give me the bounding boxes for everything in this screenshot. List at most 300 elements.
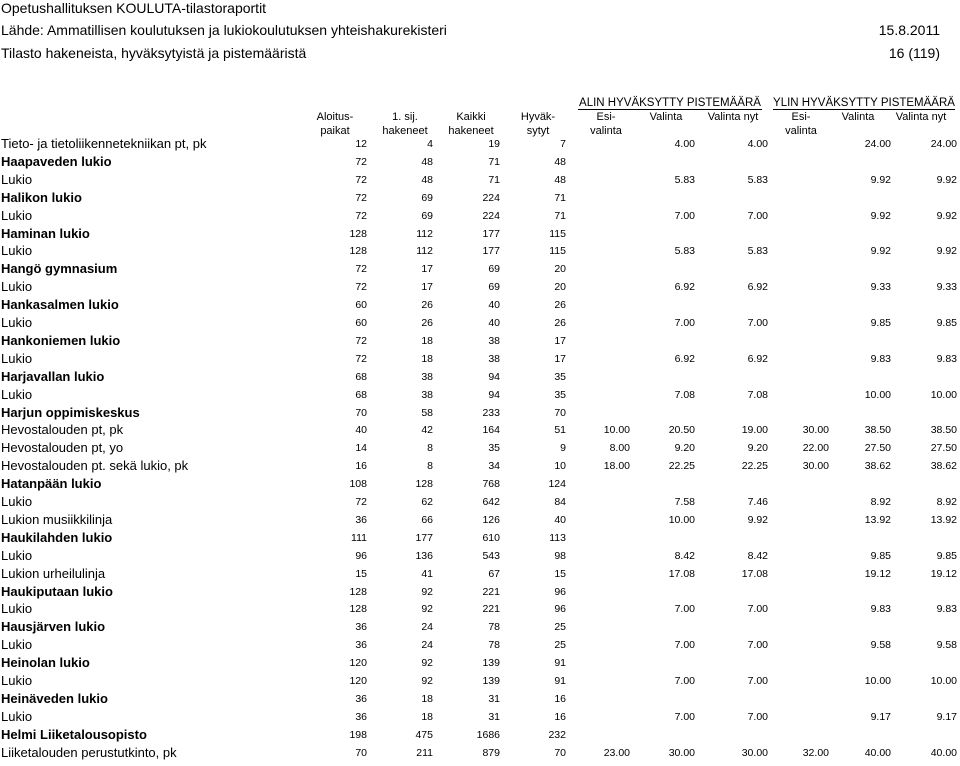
row-label: Lukio <box>1 386 33 402</box>
cell-aloituspaikat: 128 <box>349 245 367 258</box>
cell-kaikki-hakeneet: 126 <box>482 513 500 526</box>
table-row <box>0 744 960 762</box>
cell-sij1-hakeneet: 66 <box>421 513 433 526</box>
cell-aloituspaikat: 120 <box>349 675 367 687</box>
cell-hyvaksytyt: 115 <box>549 227 566 240</box>
col-ylin-esivalinta-line2: valinta <box>785 125 817 137</box>
table-row <box>0 618 960 636</box>
cell-aloituspaikat: 72 <box>355 191 367 204</box>
cell-aloituspaikat: 128 <box>349 585 367 598</box>
row-label: Harjavallan lukio <box>1 368 105 384</box>
row-label: Lukio <box>1 315 33 330</box>
page-number: 16 (119) <box>888 45 940 61</box>
cell-kaikki-hakeneet: 40 <box>488 317 500 329</box>
cell-kaikki-hakeneet: 19 <box>488 138 500 150</box>
cell-ylin-valinta-nyt: 9.33 <box>936 281 957 294</box>
cell-ylin-esivalinta: 30.00 <box>802 424 829 437</box>
cell-sij1-hakeneet: 8 <box>427 460 433 473</box>
cell-hyvaksytyt: 48 <box>554 173 566 186</box>
cell-hyvaksytyt: 10 <box>554 460 566 473</box>
cell-sij1-hakeneet: 26 <box>421 317 433 329</box>
cell-kaikki-hakeneet: 35 <box>488 442 500 455</box>
cell-kaikki-hakeneet: 879 <box>482 746 500 759</box>
cell-alin-valinta: 6.92 <box>674 281 695 294</box>
cell-ylin-valinta-nyt: 9.92 <box>936 173 957 186</box>
cell-ylin-valinta: 10.00 <box>864 675 891 687</box>
table-row <box>0 189 960 207</box>
table-row <box>0 225 960 243</box>
cell-sij1-hakeneet: 475 <box>415 728 433 741</box>
cell-kaikki-hakeneet: 38 <box>488 352 500 365</box>
table-row <box>0 296 960 314</box>
cell-sij1-hakeneet: 92 <box>421 657 433 670</box>
table-row <box>0 529 960 547</box>
row-label: Lukio <box>1 708 33 724</box>
cell-ylin-valinta-nyt: 9.58 <box>936 639 957 652</box>
cell-alin-valinta-nyt: 7.46 <box>747 496 768 508</box>
cell-aloituspaikat: 68 <box>355 370 367 383</box>
cell-kaikki-hakeneet: 610 <box>482 531 500 544</box>
cell-aloituspaikat: 72 <box>355 263 367 276</box>
cell-aloituspaikat: 120 <box>349 657 367 670</box>
cell-hyvaksytyt: 91 <box>554 657 566 670</box>
alin-group-header: ALIN HYVÄKSYTTY PISTEMÄÄRÄ <box>579 97 761 109</box>
cell-alin-esivalinta: 8.00 <box>609 442 630 455</box>
row-label: Lukio <box>1 350 33 366</box>
cell-hyvaksytyt: 51 <box>554 424 566 437</box>
cell-ylin-valinta-nyt: 9.92 <box>936 209 957 222</box>
cell-hyvaksytyt: 35 <box>554 388 566 401</box>
row-label: Hangö gymnasium <box>1 261 118 277</box>
cell-alin-valinta-nyt: 6.92 <box>747 352 768 365</box>
cell-hyvaksytyt: 71 <box>554 209 566 222</box>
cell-ylin-valinta-nyt: 10.00 <box>930 675 957 687</box>
cell-sij1-hakeneet: 8 <box>427 442 433 455</box>
table-row <box>0 278 960 296</box>
cell-alin-valinta-nyt: 30.00 <box>741 746 768 759</box>
cell-ylin-valinta-nyt: 27.50 <box>930 442 957 455</box>
row-label: Lukio <box>1 494 33 509</box>
cell-sij1-hakeneet: 136 <box>415 549 433 562</box>
col-hyvaksytyt-line2: sytyt <box>526 125 550 137</box>
row-label: Lukio <box>1 171 33 187</box>
cell-alin-valinta-nyt: 9.20 <box>747 442 768 455</box>
cell-ylin-esivalinta: 30.00 <box>802 460 829 473</box>
cell-sij1-hakeneet: 62 <box>421 496 433 508</box>
col-1sij-line1: 1. sij. <box>392 111 418 123</box>
cell-ylin-valinta-nyt: 10.00 <box>930 388 957 401</box>
col-kaikki-hakeneet <box>436 110 506 138</box>
row-label: Hankoniemen lukio <box>1 332 121 348</box>
cell-sij1-hakeneet: 17 <box>421 263 433 276</box>
table-row <box>0 475 960 493</box>
cell-alin-valinta-nyt: 4.00 <box>747 138 768 150</box>
row-label: Lukio <box>1 637 33 653</box>
cell-kaikki-hakeneet: 139 <box>482 657 500 670</box>
cell-hyvaksytyt: 7 <box>560 138 566 150</box>
cell-hyvaksytyt: 25 <box>554 621 566 634</box>
cell-hyvaksytyt: 113 <box>549 531 566 544</box>
cell-aloituspaikat: 60 <box>355 317 367 329</box>
cell-ylin-valinta-nyt: 24.00 <box>930 138 957 150</box>
cell-sij1-hakeneet: 112 <box>416 227 433 240</box>
cell-aloituspaikat: 72 <box>355 352 367 365</box>
row-label: Hausjärven lukio <box>1 619 106 635</box>
data-source-line: Lähde: Ammatillisen koulutuksen ja lukiokoulutuksen yhteishakurekisteri <box>1 22 447 38</box>
row-label: Helmi Liiketalousopisto <box>1 726 147 742</box>
cell-hyvaksytyt: 20 <box>554 281 566 294</box>
cell-kaikki-hakeneet: 67 <box>488 567 500 580</box>
table-row <box>0 690 960 708</box>
cell-ylin-valinta-nyt: 19.12 <box>930 567 957 580</box>
cell-hyvaksytyt: 48 <box>554 155 566 168</box>
cell-aloituspaikat: 72 <box>355 173 367 186</box>
cell-ylin-valinta: 19.12 <box>864 567 891 580</box>
cell-sij1-hakeneet: 112 <box>416 245 433 258</box>
cell-kaikki-hakeneet: 224 <box>482 191 500 204</box>
report-date: 15.8.2011 <box>878 22 940 38</box>
table-row <box>0 636 960 654</box>
cell-kaikki-hakeneet: 71 <box>488 173 500 186</box>
cell-sij1-hakeneet: 92 <box>421 603 433 616</box>
cell-hyvaksytyt: 71 <box>554 191 566 204</box>
cell-ylin-valinta: 9.85 <box>870 549 891 562</box>
cell-ylin-valinta: 27.50 <box>864 442 891 455</box>
cell-ylin-valinta: 38.62 <box>864 460 891 473</box>
cell-ylin-valinta: 9.83 <box>870 603 891 616</box>
cell-aloituspaikat: 70 <box>355 746 367 759</box>
cell-alin-valinta: 17.08 <box>668 567 695 580</box>
cell-sij1-hakeneet: 128 <box>415 478 433 491</box>
cell-sij1-hakeneet: 177 <box>415 531 433 544</box>
row-label: Halikon lukio <box>1 189 82 205</box>
cell-alin-valinta: 7.00 <box>674 675 695 687</box>
cell-hyvaksytyt: 84 <box>554 496 566 508</box>
report-title: Tilasto hakeneista, hyväksytyistä ja pistemääristä <box>1 45 307 61</box>
cell-alin-valinta-nyt: 7.00 <box>747 639 768 652</box>
table-row <box>0 726 960 744</box>
cell-sij1-hakeneet: 48 <box>421 155 433 168</box>
table-row <box>0 350 960 368</box>
cell-alin-valinta-nyt: 22.25 <box>741 460 768 473</box>
row-label: Hankasalmen lukio <box>1 297 119 313</box>
cell-hyvaksytyt: 26 <box>554 317 566 329</box>
cell-sij1-hakeneet: 41 <box>421 567 433 580</box>
cell-kaikki-hakeneet: 224 <box>482 209 500 222</box>
table-row <box>0 242 960 260</box>
table-row <box>0 153 960 171</box>
cell-alin-valinta-nyt: 17.08 <box>741 567 768 580</box>
cell-hyvaksytyt: 70 <box>554 746 566 759</box>
cell-alin-valinta-nyt: 9.92 <box>747 513 768 526</box>
cell-alin-valinta: 20.50 <box>668 424 695 437</box>
cell-kaikki-hakeneet: 94 <box>488 388 500 401</box>
cell-aloituspaikat: 70 <box>355 406 367 419</box>
cell-aloituspaikat: 128 <box>349 227 367 240</box>
cell-hyvaksytyt: 115 <box>549 245 566 258</box>
cell-kaikki-hakeneet: 71 <box>488 155 500 168</box>
cell-hyvaksytyt: 70 <box>554 406 566 419</box>
cell-hyvaksytyt: 16 <box>554 692 566 705</box>
cell-kaikki-hakeneet: 177 <box>482 245 500 258</box>
cell-aloituspaikat: 60 <box>355 299 367 312</box>
table-row <box>0 171 960 189</box>
cell-hyvaksytyt: 26 <box>554 299 566 312</box>
col-alin-esivalinta <box>578 110 634 138</box>
cell-kaikki-hakeneet: 177 <box>482 227 500 240</box>
cell-kaikki-hakeneet: 78 <box>488 621 500 634</box>
cell-aloituspaikat: 108 <box>349 478 367 491</box>
cell-ylin-valinta: 13.92 <box>864 513 891 526</box>
col-ylin-valinta-nyt: Valinta nyt <box>895 111 947 123</box>
cell-alin-valinta: 22.25 <box>668 460 695 473</box>
table-row <box>0 332 960 350</box>
cell-ylin-valinta: 38.50 <box>864 424 891 437</box>
cell-aloituspaikat: 36 <box>355 513 367 526</box>
cell-ylin-esivalinta: 22.00 <box>802 442 829 455</box>
col-hyvaksytyt-line1: Hyväk- <box>520 111 556 123</box>
cell-alin-esivalinta: 10.00 <box>603 424 630 437</box>
row-label: Haminan lukio <box>1 225 90 241</box>
cell-aloituspaikat: 72 <box>355 155 367 168</box>
cell-alin-valinta: 7.00 <box>674 317 695 329</box>
cell-kaikki-hakeneet: 221 <box>482 585 500 598</box>
table-row <box>0 547 960 565</box>
cell-kaikki-hakeneet: 139 <box>482 675 500 687</box>
cell-ylin-valinta-nyt: 40.00 <box>930 746 957 759</box>
ylin-group-header: YLIN HYVÄKSYTTY PISTEMÄÄRÄ <box>773 97 955 109</box>
table-row <box>0 368 960 386</box>
cell-aloituspaikat: 72 <box>355 334 367 347</box>
row-label: Hatanpään lukio <box>1 476 102 492</box>
cell-alin-valinta-nyt: 7.00 <box>747 317 768 329</box>
table-row <box>0 654 960 672</box>
cell-hyvaksytyt: 98 <box>554 549 566 562</box>
col-ylin-valinta: Valinta <box>841 111 875 123</box>
table-row <box>0 439 960 457</box>
cell-hyvaksytyt: 16 <box>554 710 566 723</box>
cell-alin-valinta-nyt: 19.00 <box>741 424 768 437</box>
cell-kaikki-hakeneet: 31 <box>488 692 500 705</box>
row-label: Haukiputaan lukio <box>1 583 113 599</box>
cell-sij1-hakeneet: 18 <box>421 692 433 705</box>
cell-ylin-valinta-nyt: 9.17 <box>936 710 957 723</box>
row-label: Lukio <box>1 243 33 259</box>
cell-kaikki-hakeneet: 164 <box>482 424 500 437</box>
cell-alin-valinta: 7.00 <box>674 710 695 723</box>
row-label: Hevostalouden pt, yo <box>1 440 124 456</box>
cell-ylin-valinta-nyt: 9.85 <box>936 549 957 562</box>
cell-ylin-valinta: 9.92 <box>870 245 891 258</box>
col-alin-esivalinta-line1: Esi- <box>596 111 616 123</box>
cell-ylin-valinta: 9.92 <box>870 173 891 186</box>
col-aloituspaikat <box>305 110 365 138</box>
col-1sij-hakeneet <box>370 110 440 138</box>
row-label: Lukio <box>1 547 33 563</box>
cell-alin-valinta: 7.00 <box>674 639 695 652</box>
cell-aloituspaikat: 40 <box>355 424 367 437</box>
table-row <box>0 583 960 601</box>
report-source-title: Opetushallituksen KOULUTA-tilastoraportit <box>1 0 267 16</box>
col-1sij-line2: hakeneet <box>382 125 428 137</box>
cell-sij1-hakeneet: 4 <box>427 138 433 150</box>
cell-sij1-hakeneet: 38 <box>421 388 433 401</box>
cell-hyvaksytyt: 91 <box>554 675 566 687</box>
cell-ylin-valinta-nyt: 9.85 <box>936 317 957 329</box>
cell-kaikki-hakeneet: 31 <box>488 710 500 723</box>
col-aloituspaikat-line2: paikat <box>320 125 350 137</box>
cell-kaikki-hakeneet: 40 <box>488 299 500 312</box>
col-hyvaksytyt <box>508 110 568 138</box>
cell-aloituspaikat: 15 <box>355 567 367 580</box>
cell-kaikki-hakeneet: 78 <box>488 639 500 652</box>
cell-hyvaksytyt: 96 <box>554 585 566 598</box>
cell-kaikki-hakeneet: 94 <box>488 370 500 383</box>
cell-sij1-hakeneet: 24 <box>421 621 433 634</box>
table-row <box>0 314 960 332</box>
row-label: Tieto- ja tietoliikennetekniikan pt, pk <box>1 136 207 151</box>
table-row <box>0 511 960 529</box>
table-row <box>0 708 960 726</box>
cell-alin-valinta-nyt: 7.08 <box>747 388 768 401</box>
cell-sij1-hakeneet: 18 <box>421 334 433 347</box>
cell-alin-valinta-nyt: 6.92 <box>747 281 768 294</box>
table-row <box>0 207 960 225</box>
cell-kaikki-hakeneet: 221 <box>482 603 500 616</box>
cell-kaikki-hakeneet: 69 <box>488 263 500 276</box>
cell-ylin-valinta: 9.58 <box>870 639 891 652</box>
cell-aloituspaikat: 72 <box>355 281 367 294</box>
cell-sij1-hakeneet: 69 <box>421 191 433 204</box>
row-label: Harjun oppimiskeskus <box>1 404 140 420</box>
row-label: Lukio <box>1 207 33 223</box>
cell-kaikki-hakeneet: 38 <box>488 334 500 347</box>
cell-aloituspaikat: 14 <box>355 442 367 455</box>
cell-ylin-valinta: 9.83 <box>870 352 891 365</box>
row-label: Heinäveden lukio <box>1 690 108 706</box>
table-row <box>0 386 960 404</box>
row-label: Hevostalouden pt. sekä lukio, pk <box>1 458 189 474</box>
cell-sij1-hakeneet: 69 <box>421 209 433 222</box>
row-label: Lukion musiikkilinja <box>1 511 113 527</box>
row-label: Lukio <box>1 673 33 688</box>
cell-kaikki-hakeneet: 642 <box>482 496 500 508</box>
cell-hyvaksytyt: 96 <box>554 603 566 616</box>
cell-ylin-valinta-nyt: 38.50 <box>930 424 957 437</box>
table-row <box>0 600 960 618</box>
cell-alin-valinta: 5.83 <box>674 245 695 258</box>
cell-alin-valinta: 7.08 <box>674 388 695 401</box>
col-alin-valinta: Valinta <box>649 111 683 123</box>
table-row <box>0 672 960 690</box>
row-label: Hevostalouden pt, pk <box>1 422 124 438</box>
table-row <box>0 565 960 583</box>
cell-sij1-hakeneet: 17 <box>421 281 433 294</box>
cell-kaikki-hakeneet: 768 <box>482 478 500 491</box>
cell-hyvaksytyt: 25 <box>554 639 566 652</box>
cell-sij1-hakeneet: 24 <box>421 639 433 652</box>
cell-hyvaksytyt: 40 <box>554 513 566 526</box>
cell-ylin-valinta: 8.92 <box>870 496 891 508</box>
row-label: Lukio <box>1 601 33 617</box>
table-row <box>0 421 960 439</box>
cell-aloituspaikat: 72 <box>355 496 367 508</box>
cell-ylin-valinta: 9.17 <box>870 710 891 723</box>
cell-aloituspaikat: 111 <box>351 531 367 544</box>
cell-alin-valinta-nyt: 5.83 <box>747 173 768 186</box>
cell-kaikki-hakeneet: 233 <box>482 406 500 419</box>
col-alin-valinta-nyt: Valinta nyt <box>707 111 759 123</box>
cell-alin-valinta: 4.00 <box>674 138 695 150</box>
cell-aloituspaikat: 96 <box>355 549 367 562</box>
cell-ylin-valinta-nyt: 13.92 <box>930 513 957 526</box>
cell-ylin-valinta-nyt: 9.92 <box>936 245 957 258</box>
cell-sij1-hakeneet: 38 <box>421 370 433 383</box>
row-label: Lukion urheilulinja <box>1 565 106 581</box>
cell-aloituspaikat: 68 <box>355 388 367 401</box>
cell-sij1-hakeneet: 92 <box>421 585 433 598</box>
row-label: Haapaveden lukio <box>1 153 112 169</box>
cell-alin-valinta: 8.42 <box>674 549 695 562</box>
cell-hyvaksytyt: 35 <box>554 370 566 383</box>
cell-hyvaksytyt: 232 <box>548 728 566 741</box>
cell-alin-valinta: 7.00 <box>674 209 695 222</box>
cell-alin-valinta-nyt: 7.00 <box>747 710 768 723</box>
cell-ylin-valinta: 24.00 <box>864 138 891 150</box>
table-row <box>0 493 960 511</box>
cell-sij1-hakeneet: 18 <box>421 352 433 365</box>
cell-aloituspaikat: 36 <box>355 692 367 705</box>
cell-hyvaksytyt: 17 <box>554 334 566 347</box>
cell-alin-valinta: 6.92 <box>674 352 695 365</box>
cell-kaikki-hakeneet: 69 <box>488 281 500 294</box>
cell-ylin-valinta: 40.00 <box>864 746 891 759</box>
row-label: Liiketalouden perustutkinto, pk <box>1 744 177 760</box>
cell-sij1-hakeneet: 58 <box>421 406 433 419</box>
cell-hyvaksytyt: 15 <box>554 567 566 580</box>
table-row <box>0 404 960 422</box>
cell-alin-valinta: 5.83 <box>674 173 695 186</box>
cell-kaikki-hakeneet: 1686 <box>476 728 500 741</box>
cell-alin-valinta-nyt: 8.42 <box>747 549 768 562</box>
cell-alin-valinta-nyt: 7.00 <box>747 209 768 222</box>
cell-ylin-valinta: 9.85 <box>870 317 891 329</box>
cell-sij1-hakeneet: 42 <box>421 424 433 437</box>
cell-sij1-hakeneet: 92 <box>421 675 433 687</box>
cell-aloituspaikat: 128 <box>349 603 367 616</box>
col-ylin-esivalinta-line1: Esi- <box>791 111 811 123</box>
cell-alin-valinta-nyt: 7.00 <box>747 603 768 616</box>
cell-ylin-esivalinta: 32.00 <box>802 746 829 759</box>
cell-sij1-hakeneet: 26 <box>421 299 433 312</box>
cell-aloituspaikat: 72 <box>355 209 367 222</box>
cell-alin-valinta: 7.58 <box>674 496 695 508</box>
cell-aloituspaikat: 36 <box>355 710 367 723</box>
cell-ylin-valinta-nyt: 38.62 <box>930 460 957 473</box>
cell-aloituspaikat: 12 <box>355 138 367 150</box>
cell-alin-valinta: 10.00 <box>668 513 695 526</box>
table-row <box>0 457 960 475</box>
row-label: Haukilahden lukio <box>1 529 113 545</box>
cell-hyvaksytyt: 20 <box>554 263 566 276</box>
cell-ylin-valinta-nyt: 8.92 <box>936 496 957 508</box>
cell-ylin-valinta-nyt: 9.83 <box>936 603 957 616</box>
cell-hyvaksytyt: 17 <box>554 352 566 365</box>
cell-aloituspaikat: 198 <box>349 728 367 741</box>
col-kaikki-line2: hakeneet <box>448 125 494 137</box>
cell-aloituspaikat: 36 <box>355 639 367 652</box>
cell-alin-esivalinta: 23.00 <box>603 746 630 759</box>
